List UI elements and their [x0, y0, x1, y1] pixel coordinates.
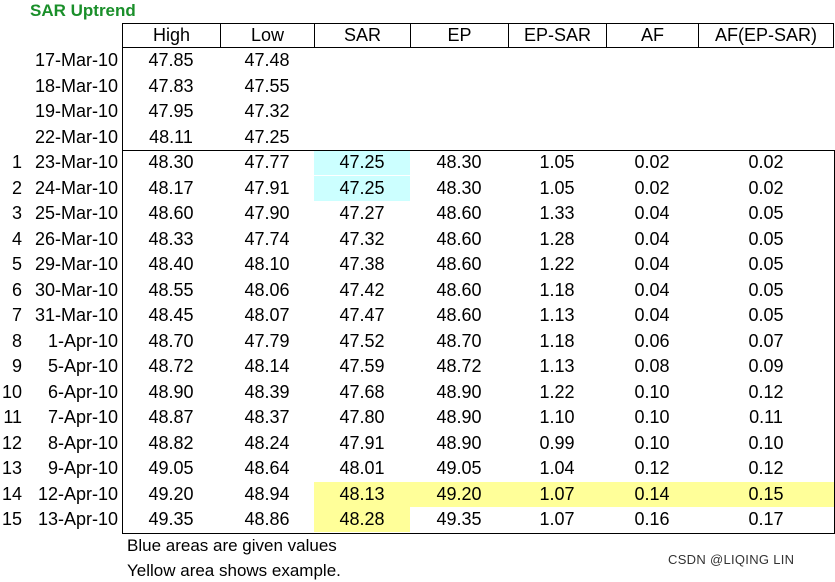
- cell-ep: 48.30: [436, 152, 482, 172]
- header-ep-sar: EP-SAR: [508, 23, 606, 48]
- cell-ep-sar: 1.13: [539, 305, 575, 325]
- cell-high: 48.55: [148, 280, 194, 300]
- header-sar: SAR: [314, 23, 410, 48]
- cell-high: 49.35: [148, 509, 194, 529]
- cell-af: 0.04: [634, 280, 670, 300]
- grid-line: [122, 48, 123, 533]
- cell-af: 0.06: [634, 331, 670, 351]
- cell-low: 48.39: [244, 382, 290, 402]
- cell-low: 47.79: [244, 331, 290, 351]
- row-index: 13: [1, 458, 22, 478]
- header-high: High: [122, 23, 220, 48]
- row-date: 29-Mar-10: [34, 254, 118, 274]
- cell-af: [606, 99, 698, 124]
- cell-ep: 49.35: [436, 509, 482, 529]
- cell-low: 48.86: [244, 509, 290, 529]
- cell-low: 47.90: [244, 203, 290, 223]
- cell-sar: 47.47: [339, 305, 385, 325]
- cell-af: 0.10: [634, 407, 670, 427]
- cell-high: 47.95: [148, 101, 194, 121]
- row-index: 5: [11, 254, 22, 274]
- cell-ep: 49.05: [436, 458, 482, 478]
- cell-af-ep-sar: 0.05: [748, 229, 784, 249]
- cell-low: 47.48: [244, 50, 290, 70]
- cell-af: 0.04: [634, 305, 670, 325]
- cell-af-ep-sar: [698, 74, 834, 99]
- cell-sar: 48.13: [314, 482, 410, 507]
- row-date: 9-Apr-10: [47, 458, 118, 478]
- cell-af-ep-sar: 0.05: [748, 203, 784, 223]
- row-date: 24-Mar-10: [34, 178, 118, 198]
- cell-sar: 47.59: [339, 356, 385, 376]
- row-date: 12-Apr-10: [37, 484, 118, 504]
- row-index: 1: [11, 152, 22, 172]
- row-date: 22-Mar-10: [34, 127, 118, 147]
- cell-ep-sar: 1.22: [539, 382, 575, 402]
- header-low: Low: [220, 23, 314, 48]
- row-index: 11: [3, 407, 22, 427]
- row-date: 31-Mar-10: [34, 305, 118, 325]
- header-af-ep-sar: AF(EP-SAR): [698, 23, 834, 48]
- cell-ep-sar: 1.04: [539, 458, 575, 478]
- cell-ep-sar: 1.07: [539, 509, 575, 529]
- row-index: 9: [11, 356, 22, 376]
- row-index: 7: [11, 305, 22, 325]
- cell-ep: 48.90: [436, 407, 482, 427]
- cell-ep: 48.60: [436, 305, 482, 325]
- cell-af-ep-sar: 0.12: [748, 458, 784, 478]
- cell-low: 47.32: [244, 101, 290, 121]
- row-date: 17-Mar-10: [34, 50, 118, 70]
- cell-sar: [314, 74, 410, 99]
- cell-ep: [410, 74, 508, 99]
- cell-low: 47.25: [244, 127, 290, 147]
- cell-af: 0.10: [634, 433, 670, 453]
- row-index: 6: [11, 280, 22, 300]
- cell-af: 0.04: [634, 229, 670, 249]
- cell-ep: 49.20: [410, 482, 508, 507]
- cell-low: 48.10: [244, 254, 290, 274]
- cell-af: 0.04: [634, 203, 670, 223]
- cell-af-ep-sar: 0.02: [748, 152, 784, 172]
- cell-high: 48.17: [148, 178, 194, 198]
- note-blue: Blue areas are given values: [127, 536, 337, 555]
- cell-sar: 47.91: [339, 433, 385, 453]
- cell-high: 48.33: [148, 229, 194, 249]
- cell-ep-sar: 1.33: [539, 203, 575, 223]
- row-date: 8-Apr-10: [47, 433, 118, 453]
- cell-sar: 47.25: [314, 176, 410, 201]
- cell-ep: 48.30: [436, 178, 482, 198]
- cell-low: 48.07: [244, 305, 290, 325]
- cell-sar: 47.80: [339, 407, 385, 427]
- cell-af-ep-sar: 0.05: [748, 254, 784, 274]
- row-date: 5-Apr-10: [47, 356, 118, 376]
- header-ep: EP: [410, 23, 508, 48]
- cell-af: 0.12: [634, 458, 670, 478]
- cell-sar: 47.25: [314, 150, 410, 175]
- row-date: 1-Apr-10: [47, 331, 118, 351]
- cell-ep: 48.90: [436, 382, 482, 402]
- cell-af: 0.16: [634, 509, 670, 529]
- cell-sar: 47.42: [339, 280, 385, 300]
- cell-af-ep-sar: [698, 125, 834, 150]
- cell-sar: [314, 125, 410, 150]
- cell-low: 48.37: [244, 407, 290, 427]
- sheet-title: SAR Uptrend: [30, 1, 136, 20]
- cell-low: 48.06: [244, 280, 290, 300]
- cell-high: 48.11: [149, 127, 193, 147]
- cell-sar: 47.68: [339, 382, 385, 402]
- cell-ep: 48.72: [436, 356, 482, 376]
- row-date: 30-Mar-10: [34, 280, 118, 300]
- cell-af: [606, 48, 698, 73]
- cell-ep-sar: 1.07: [508, 482, 606, 507]
- row-index: 8: [11, 331, 22, 351]
- cell-sar: 47.27: [339, 203, 385, 223]
- cell-ep-sar: 1.18: [539, 280, 575, 300]
- cell-af-ep-sar: 0.09: [748, 356, 784, 376]
- cell-ep-sar: 1.05: [539, 152, 575, 172]
- row-index: 12: [1, 433, 22, 453]
- cell-ep-sar: 0.99: [539, 433, 575, 453]
- row-index: 3: [11, 203, 22, 223]
- cell-low: 48.24: [244, 433, 290, 453]
- cell-high: 47.85: [148, 50, 194, 70]
- row-index: 4: [11, 229, 22, 249]
- cell-af: 0.02: [634, 178, 670, 198]
- cell-ep: [410, 99, 508, 124]
- cell-af-ep-sar: 0.10: [748, 433, 784, 453]
- row-date: 23-Mar-10: [34, 152, 118, 172]
- cell-high: 48.72: [148, 356, 194, 376]
- cell-low: 48.94: [244, 484, 290, 504]
- cell-sar: 48.28: [314, 507, 410, 532]
- cell-ep: 48.60: [436, 203, 482, 223]
- cell-af-ep-sar: 0.12: [748, 382, 784, 402]
- cell-af: [606, 74, 698, 99]
- cell-high: 49.20: [148, 484, 194, 504]
- cell-high: 47.83: [148, 76, 194, 96]
- cell-ep: [410, 48, 508, 73]
- cell-af-ep-sar: 0.11: [749, 407, 783, 427]
- cell-af-ep-sar: 0.07: [748, 331, 784, 351]
- cell-low: 48.64: [244, 458, 290, 478]
- cell-af: 0.10: [634, 382, 670, 402]
- cell-high: 48.30: [148, 152, 194, 172]
- cell-high: 48.45: [148, 305, 194, 325]
- cell-ep-sar: [508, 125, 606, 150]
- cell-low: 47.77: [244, 152, 290, 172]
- cell-sar: [314, 48, 410, 73]
- cell-af: 0.02: [634, 152, 670, 172]
- cell-sar: [314, 99, 410, 124]
- cell-high: 48.60: [148, 203, 194, 223]
- cell-ep-sar: [508, 48, 606, 73]
- cell-sar: 47.52: [339, 331, 385, 351]
- cell-high: 49.05: [148, 458, 194, 478]
- cell-af: 0.04: [634, 254, 670, 274]
- row-index: [0, 48, 26, 73]
- cell-ep: 48.60: [436, 254, 482, 274]
- cell-af-ep-sar: 0.05: [748, 305, 784, 325]
- cell-af-ep-sar: 0.15: [698, 482, 834, 507]
- row-date: 7-Apr-10: [47, 407, 118, 427]
- header-af: AF: [606, 23, 698, 48]
- cell-high: 48.90: [148, 382, 194, 402]
- cell-low: 47.91: [244, 178, 290, 198]
- row-index: 2: [11, 178, 22, 198]
- cell-ep-sar: 1.22: [539, 254, 575, 274]
- cell-af-ep-sar: [698, 99, 834, 124]
- cell-af-ep-sar: 0.17: [748, 509, 784, 529]
- row-index: [0, 99, 26, 124]
- cell-ep-sar: 1.13: [539, 356, 575, 376]
- cell-ep-sar: [508, 74, 606, 99]
- row-index: [0, 74, 26, 99]
- cell-low: 48.14: [244, 356, 290, 376]
- row-index: 15: [1, 509, 22, 529]
- row-date: 13-Apr-10: [37, 509, 118, 529]
- cell-ep: 48.70: [436, 331, 482, 351]
- row-index: 10: [1, 382, 22, 402]
- cell-af: 0.14: [606, 482, 698, 507]
- cell-af-ep-sar: 0.02: [748, 178, 784, 198]
- note-yellow: Yellow area shows example.: [127, 561, 341, 580]
- cell-sar: 48.01: [339, 458, 385, 478]
- cell-af: 0.08: [634, 356, 670, 376]
- row-date: 18-Mar-10: [34, 76, 118, 96]
- cell-sar: 47.38: [339, 254, 385, 274]
- cell-low: 47.55: [244, 76, 290, 96]
- cell-high: 48.87: [148, 407, 194, 427]
- row-index: 14: [1, 484, 22, 504]
- cell-high: 48.40: [148, 254, 194, 274]
- row-date: 19-Mar-10: [34, 101, 118, 121]
- cell-af-ep-sar: 0.05: [748, 280, 784, 300]
- cell-ep-sar: [508, 99, 606, 124]
- cell-af: [606, 125, 698, 150]
- grid-line: [122, 533, 835, 534]
- cell-sar: 47.32: [339, 229, 385, 249]
- watermark: CSDN @LIQING LIN: [668, 552, 795, 567]
- cell-ep: 48.60: [436, 280, 482, 300]
- cell-af-ep-sar: [698, 48, 834, 73]
- cell-ep-sar: 1.18: [539, 331, 575, 351]
- row-date: 25-Mar-10: [34, 203, 118, 223]
- cell-ep: [410, 125, 508, 150]
- row-date: 26-Mar-10: [34, 229, 118, 249]
- cell-ep: 48.90: [436, 433, 482, 453]
- row-date: 6-Apr-10: [47, 382, 118, 402]
- cell-high: 48.70: [148, 331, 194, 351]
- cell-ep: 48.60: [436, 229, 482, 249]
- row-index: [0, 125, 26, 150]
- cell-ep-sar: 1.05: [539, 178, 575, 198]
- grid-line: [122, 150, 835, 151]
- cell-ep-sar: 1.28: [539, 229, 575, 249]
- cell-ep-sar: 1.10: [539, 407, 575, 427]
- cell-low: 47.74: [244, 229, 290, 249]
- cell-high: 48.82: [148, 433, 194, 453]
